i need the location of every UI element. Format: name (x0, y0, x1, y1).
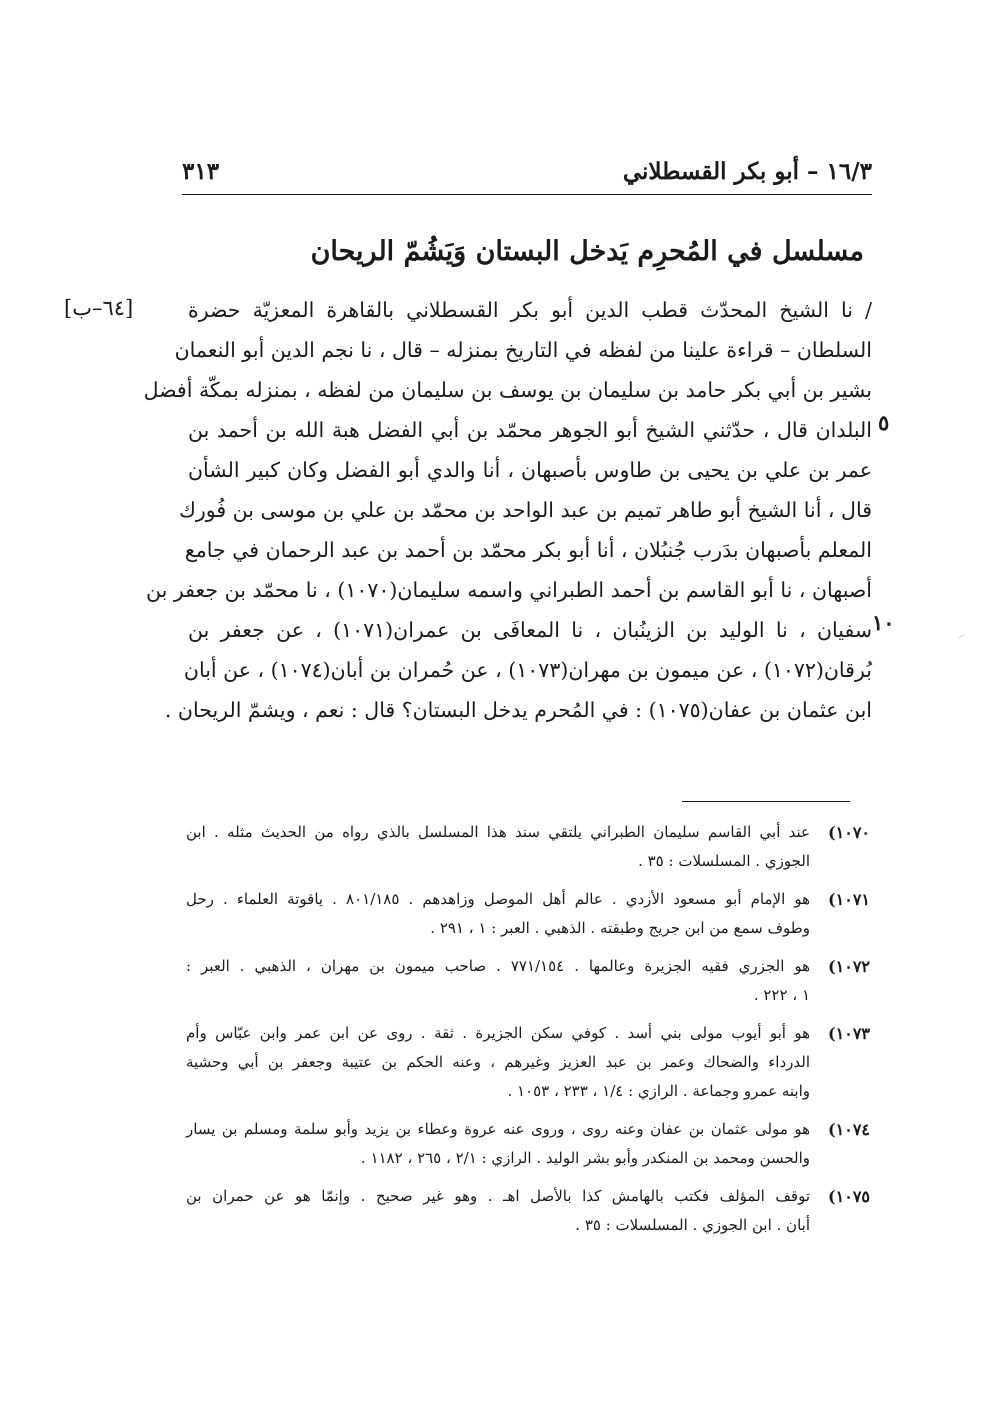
running-title: ١٦/٣ – أبو بكر القسطلاني (622, 158, 872, 185)
folio-marker: [٦٤–ب] (64, 296, 134, 320)
footnote-separator (682, 801, 850, 802)
footnote-line: هو مولى عثمان بن عفان وعنه روى ، وروى عنه عروة وعطاء بن يزيد وأبو سلمة ومسلم بن يسار (186, 1120, 810, 1138)
footnote-number: ١٠٧٠) (828, 823, 870, 842)
footnote-line: ١ ، ٢٢٢ . (753, 986, 810, 1004)
footnote-number: ١٠٧٣) (828, 1024, 870, 1043)
footnote-line: الجوزي . المسلسلات : ٣٥ . (638, 852, 810, 870)
footnote-line: وطوف سمع من ابن جريج وطبقته . الذهبي . العبر : ١ ، ٢٩١ . (430, 919, 810, 937)
footnote (186, 818, 868, 876)
text-line: بُرقان(١٠٧٢) ، عن ميمون بن مهران(١٠٧٣) ، عن حُمران بن أبان(١٠٧٤) ، عن أبان (183, 658, 872, 682)
text-line: سفيان ، نا الوليد بن الزينُبان ، نا المعافَى بن عمران(١٠٧١) ، عن جعفر بن (188, 618, 872, 642)
text-line: / نا الشيخ المحدّث قطب الدين أبو بكر القسطلاني بالقاهرة المعزيّة حضرة (188, 298, 872, 322)
text-line: عمر بن علي بن يحيى بن طاوس بأصبهان ، أنا والدي أبو الفضل وكان كبير الشأن (188, 458, 872, 482)
footnotes (186, 818, 868, 1249)
page-number: ٣١٣ (182, 158, 220, 185)
footnote (186, 952, 868, 1010)
footnote-line: هو أبو أيوب مولى بني أسد . كوفي سكن الجزيرة . ثقة . روى عن ابن عمر وابن عبّاس وأم (186, 1024, 810, 1042)
footnote-line: هو الإمام أبو مسعود الأزدي . عالم أهل الموصل وزاهدهم . ٨٠١/١٨٥ . ياقوتة العلماء . رحل (186, 890, 810, 908)
footnote (186, 1182, 868, 1240)
footnote-number: ١٠٧٤) (828, 1120, 870, 1139)
text-line: قال ، أنا الشيخ أبو طاهر تميم بن عبد الواحد بن محمّد بن علي بن موسى بن فُورك (178, 498, 872, 522)
footnote-line: الدرداء والضحاك وعمر بن عبد العزيز وغيرهم ، وعنه الحكم بن عتيبة وجعفر بن أبي وحشية (186, 1053, 810, 1071)
margin-mark (958, 635, 964, 639)
text-line: السلطان – قراءة علينا من لفظه في التاريخ بمنزله – قال ، نا نجم الدين أبو النعمان (174, 338, 872, 362)
footnote (186, 1115, 868, 1173)
main-text (143, 290, 872, 730)
running-head (182, 152, 872, 192)
footnote-line: توقف المؤلف فكتب بالهامش كذا بالأصل اهـ . وهو غير صحيح . وإنمّا هو عن حمران بن (186, 1187, 810, 1205)
header-rule (182, 194, 872, 195)
text-line: المعلم بأصبهان بدَرب جُنبُلان ، أنا أبو بكر محمّد بن أحمد بن عبد الرحمان في جامع (184, 538, 872, 562)
text-line: ابن عثمان بن عفان(١٠٧٥) : في المُحرم يدخل البستان؟ قال : نعم ، ويشمّ الريحان . (164, 698, 872, 722)
text-line: أصبهان ، نا أبو القاسم بن أحمد الطبراني واسمه سليمان(١٠٧٠) ، نا محمّد بن جعفر بن (146, 578, 872, 602)
footnote-number: ١٠٧٥) (828, 1187, 870, 1206)
footnote-line: أبان . ابن الجوزي . المسلسلات : ٣٥ . (575, 1216, 810, 1234)
footnote-number: ١٠٧٢) (828, 957, 870, 976)
text-line: البلدان قال ، حدّثني الشيخ أبو الجوهر محمّد بن أبي الفضل هبة الله بن أحمد بن (188, 418, 872, 442)
footnote (186, 885, 868, 943)
footnote-line: وابنه عمرو وجماعة . الرازي : ١/٤ ، ٢٣٣ ، ١٠٥٣ . (507, 1082, 810, 1100)
footnote-line: عند أبي القاسم سليمان الطبراني يلتقي سند هذا المسلسل بالذي رواه من الحديث مثله . ابن (186, 823, 810, 841)
text-line: بشير بن أبي بكر حامد بن سليمان بن يوسف بن سليمان من لفظه ، بمنزله بمكّة أفضل (143, 378, 872, 402)
line-number-5: ٥ (878, 410, 890, 435)
footnote-number: ١٠٧١) (828, 890, 870, 909)
footnote-line: هو الجزري فقيه الجزيرة وعالمها . ٧٧١/١٥٤ . صاحب ميمون بن مهران ، الذهبي . العبر : (186, 957, 810, 975)
line-number-10: ١٠ (872, 610, 895, 635)
section-title: مسلسل في المُحرِم يَدخل البستان وَيَشُمّ الريحان (310, 236, 864, 267)
footnote-line: والحسن ومحمد بن المنكدر وأبو بشر الوليد . الرازي : ٢/١ ، ٢٦٥ ، ١١٨٢ . (360, 1149, 810, 1167)
footnote (186, 1019, 868, 1106)
